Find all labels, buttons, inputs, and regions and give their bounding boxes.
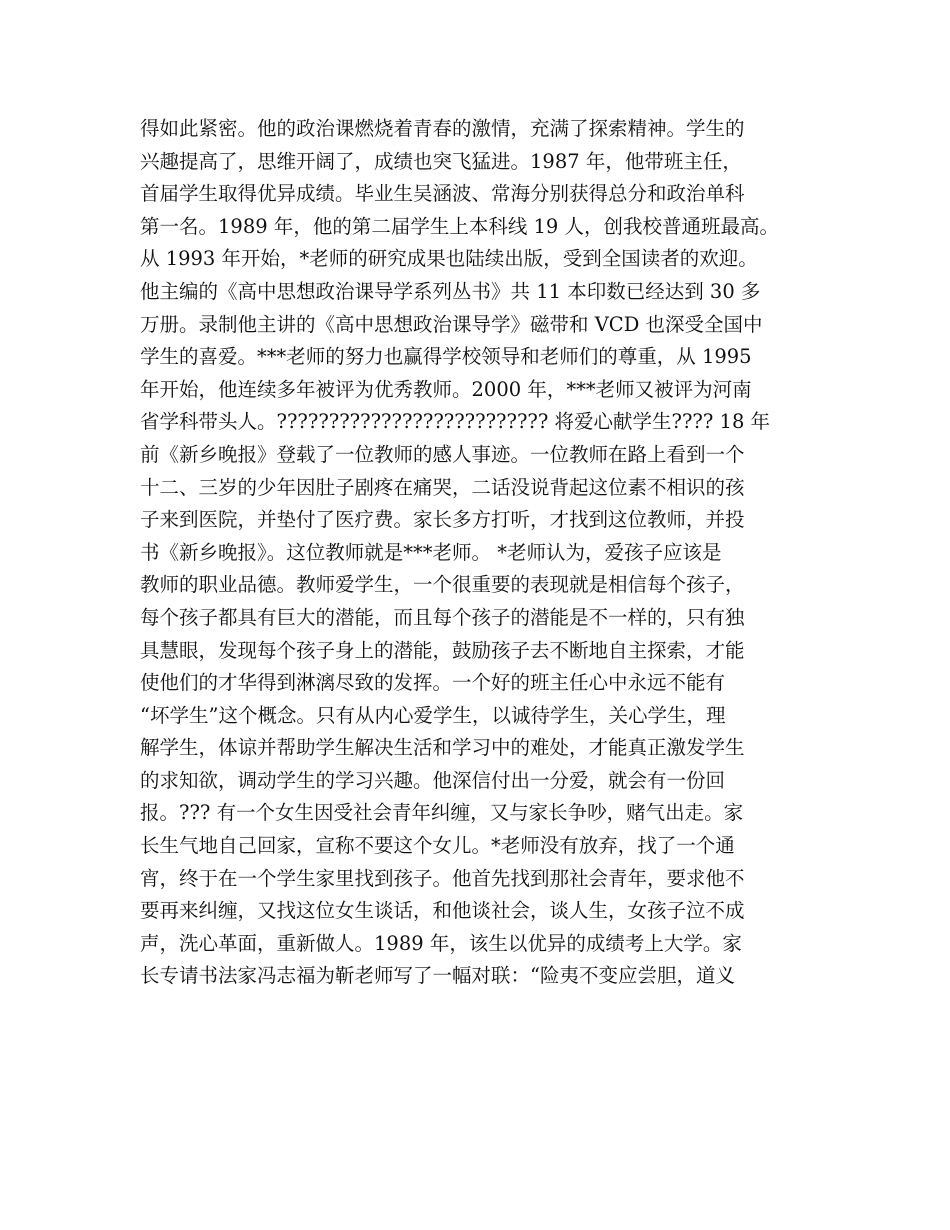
text-line: “坏学生”这个概念。只有从内心爱学生，以诚待学生，关心学生，理 [140,703,726,727]
text-line: 的求知欲，调动学生的学习兴趣。他深信付出一分爱，就会有一份回 [140,768,726,792]
text-line: 他主编的《高中思想政治课导学系列丛书》共 11 本印数已经达到 30 多 [140,279,761,303]
text-line: 子来到医院，并垫付了医疗费。家长多方打听，才找到这位教师，并投 [140,508,745,532]
text-line: 具慧眼，发现每个孩子身上的潜能，鼓励孩子去不断地自主探索，才能 [140,638,745,662]
text-line: 前《新乡晚报》登载了一位教师的感人事迹。一位教师在路上看到一个 [140,442,745,466]
text-line: 得如此紧密。他的政治课燃烧着青春的激情，充满了探索精神。学生的 [140,117,745,140]
text-line: 使他们的才华得到淋漓尽致的发挥。一个好的班主任心中永远不能有 [140,671,726,695]
text-line: 从 1993 年开始，*老师的研究成果也陆续出版，受到全国读者的欢迎。 [140,247,758,271]
text-line: 兴趣提高了，思维开阔了，成绩也突飞猛进。1987 年，他带班主任， [140,149,742,173]
text-line: 学生的喜爱。***老师的努力也赢得学校领导和老师们的尊重，从 1995 [140,345,752,369]
text-line: 解学生，体谅并帮助学生解决生活和学习中的难处，才能真正激发学生 [140,736,745,760]
text-line: 报。??? 有一个女生因受社会青年纠缠，又与家长争吵，赌气出走。家 [140,801,744,825]
text-line: 万册。录制他主讲的《高中思想政治课导学》磁带和 VCD 也深受全国中 [140,312,763,336]
body-text [140,113,830,993]
text-line: 长生气地自己回家，宣称不要这个女儿。*老师没有放弃，找了一个通 [140,834,735,858]
text-line: 声，洗心革面，重新做人。1989 年，该生以优异的成绩考上大学。家 [140,931,742,955]
text-line: 第一名。1989 年，他的第二届学生上本科线 19 人，创我校普通班最高。 [140,214,780,238]
text-line: 每个孩子都具有巨大的潜能，而且每个孩子的潜能是不一样的，只有独 [140,605,745,629]
text-line: 十二、三岁的少年因肚子剧疼在痛哭，二话没说背起这位素不相识的孩 [140,475,745,499]
text-line: 要再来纠缠，又找这位女生谈话，和他谈社会，谈人生，女孩子泣不成 [140,899,745,923]
text-line: 宵，终于在一个学生家里找到孩子。他首先找到那社会青年，要求他不 [140,866,745,890]
text-line: 省学科带头人。?????????????????????????? 将爱心献学生???? 18 年 [140,410,771,434]
text-line: 长专请书法家冯志福为靳老师写了一幅对联：“险夷不变应尝胆，道义 [140,964,735,988]
text-line: 年开始，他连续多年被评为优秀教师。2000 年，***老师又被评为河南 [140,377,752,401]
text-line: 教师的职业品德。教师爱学生，一个很重要的表现就是相信每个孩子， [140,573,745,597]
text-line: 首届学生取得优异成绩。毕业生吴涵波、常海分别获得总分和政治单科 [140,182,745,206]
text-line: 书《新乡晚报》。这位教师就是***老师。 *老师认为，爱孩子应该是 [140,540,722,564]
